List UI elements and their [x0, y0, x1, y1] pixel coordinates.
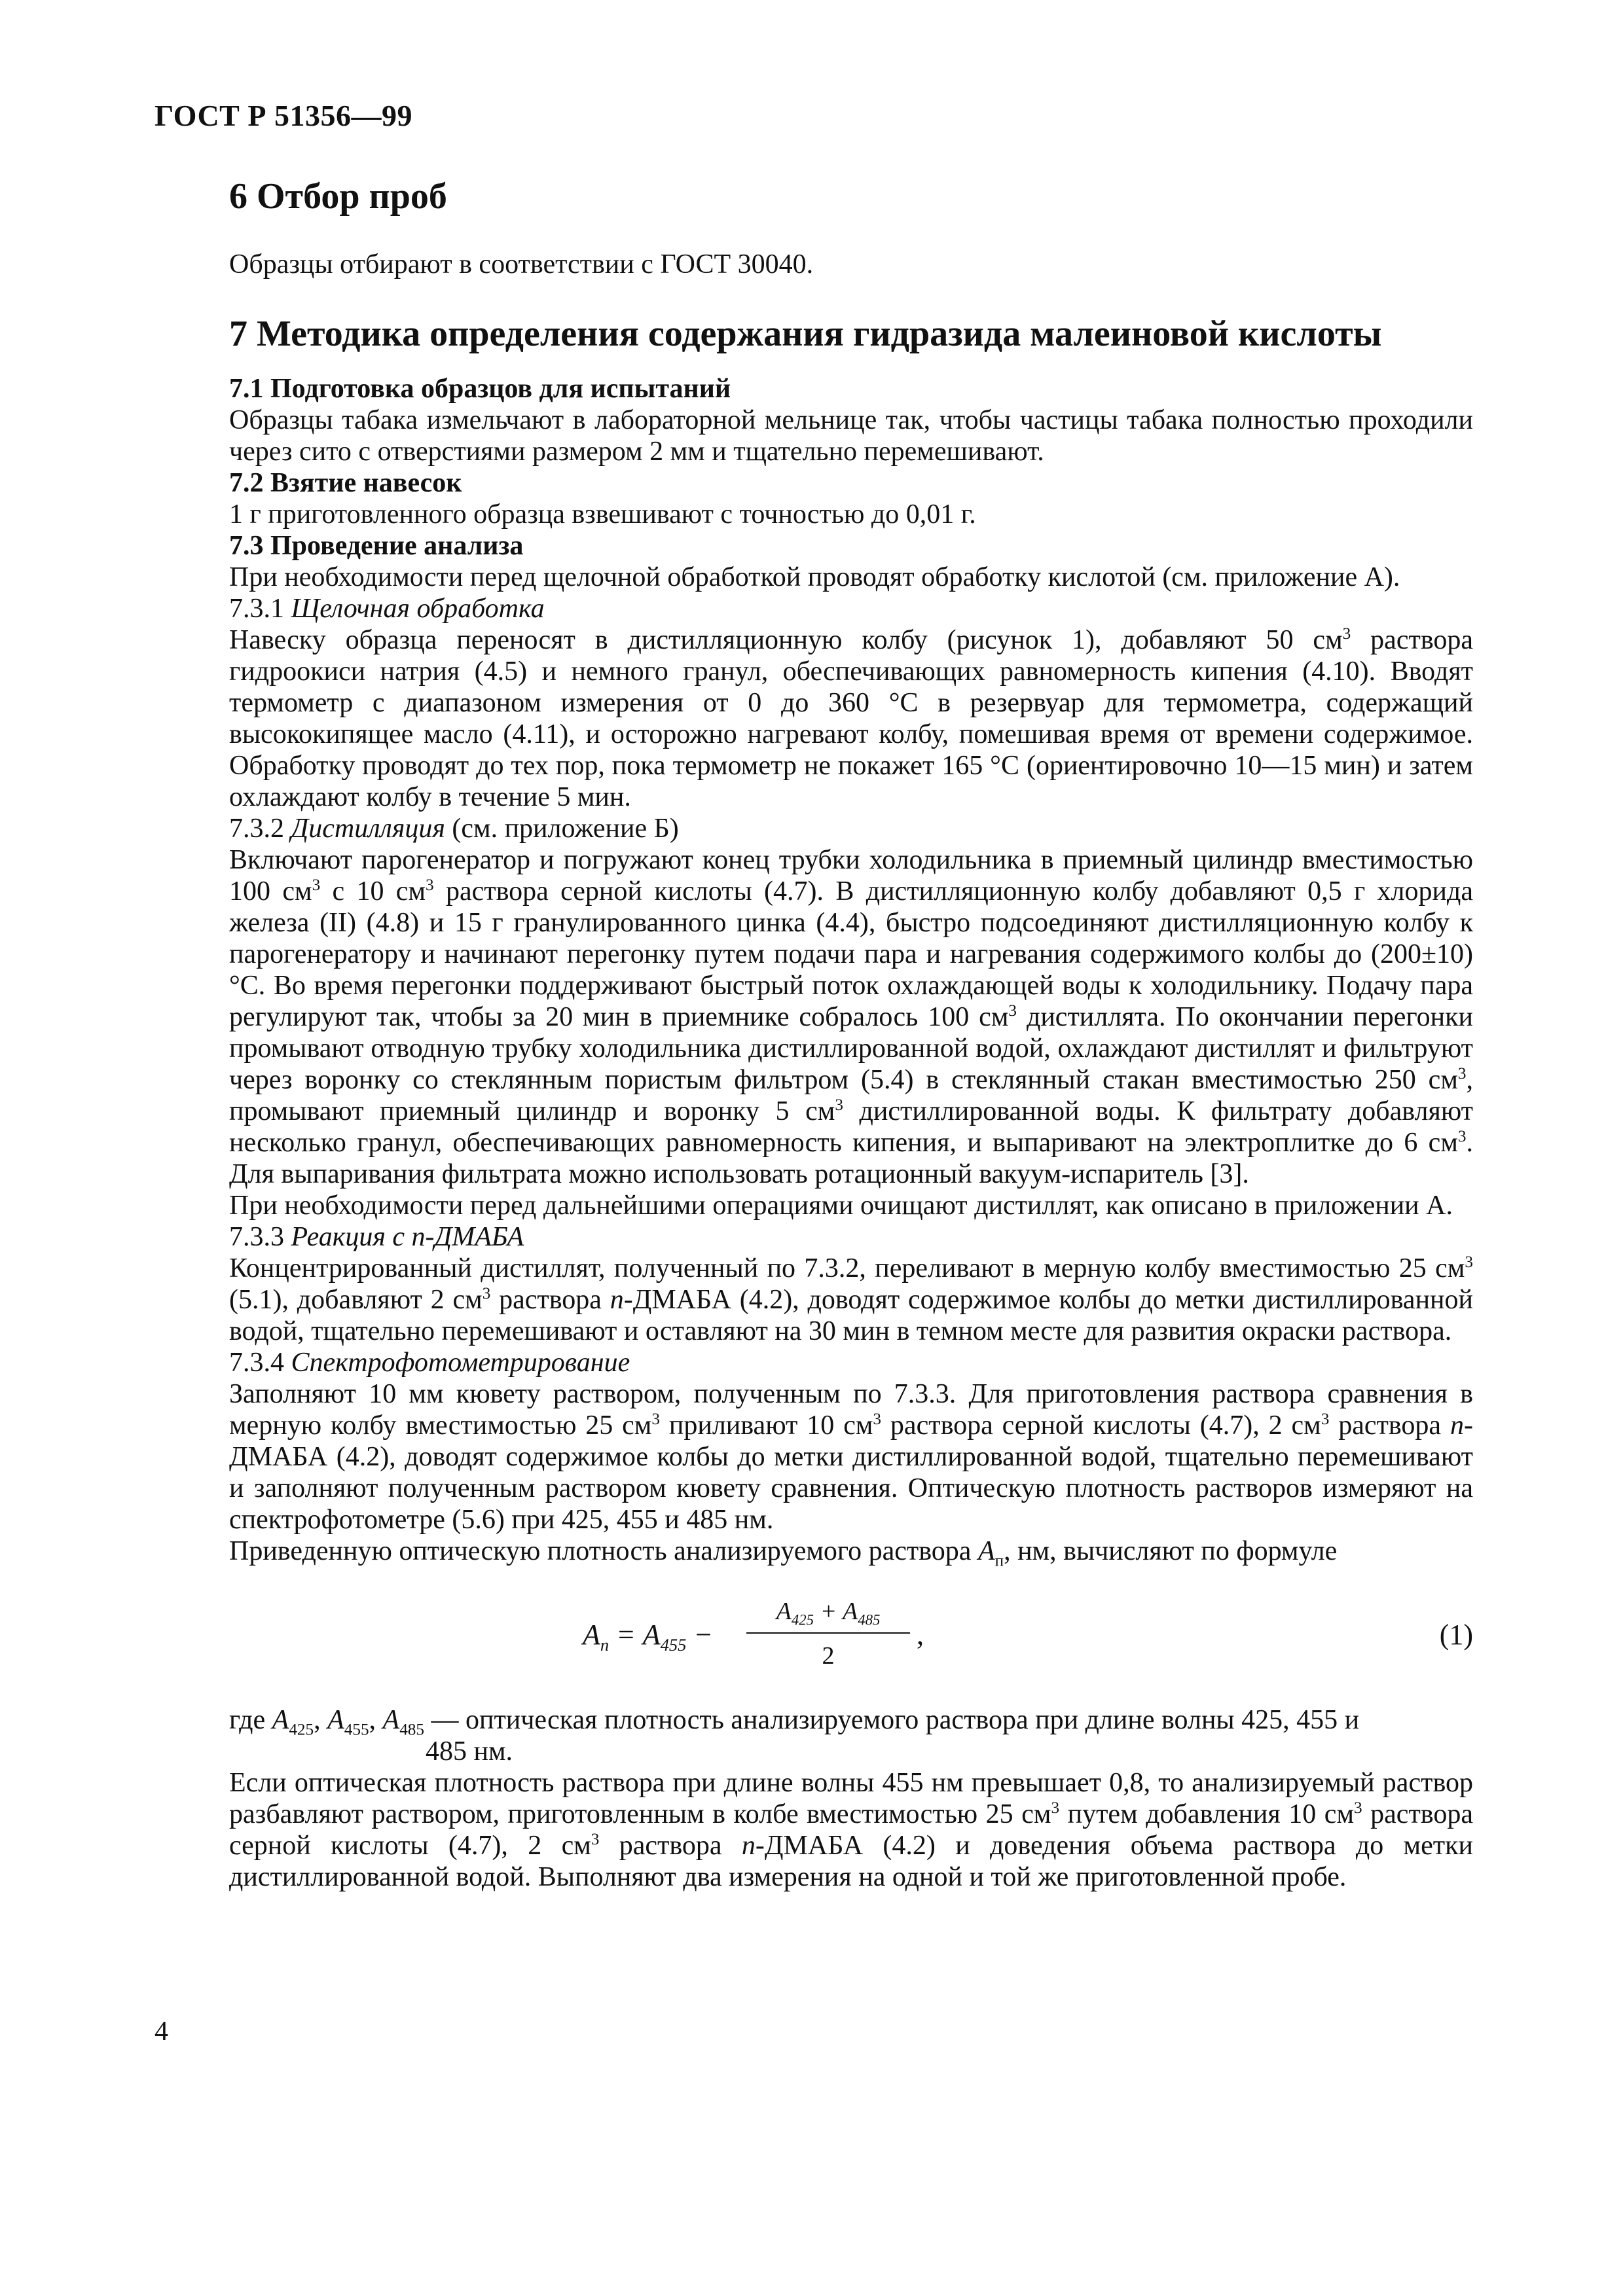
- text-run: , промывают приемный цилиндр и воронку 5 см: [229, 1065, 1473, 1126]
- subsection-7-3-4-text: [229, 1378, 1473, 1535]
- superscript: 3: [1465, 1253, 1473, 1271]
- section-6-title: 6 Отбор проб: [229, 176, 447, 217]
- formula-1: [229, 1587, 1473, 1685]
- symbol-A: A: [382, 1705, 400, 1735]
- subsection-7-3-text: При необходимости перед щелочной обработкой проводят обработку кислотой (см. приложение А).: [229, 562, 1400, 592]
- symbol-A: A: [583, 1619, 600, 1651]
- text-run: раствора серной кислоты (4.7), 2 см: [229, 1799, 1473, 1861]
- superscript: 3: [835, 1096, 843, 1114]
- text-run: с 10 см: [320, 876, 426, 906]
- text-run: раствора гидроокиси натрия (4.5) и немного гранул, обеспечивающих равномерность кипения (4.10). Вводят термометр с диапазоном измерения от 0 до 360 °С в резервуар для термометра, содержащий высококипящее масло (4.11), и осторожно нагревают колбу, помешивая время от времени содержимое. Обработку проводят до тех пор, пока термометр не покажет 165 °С (ориентировочно 10—15 мин) и затем охлаждают колбу в течение 5 мин.: [229, 625, 1473, 812]
- text-run: n: [741, 1831, 756, 1861]
- subsection-title: Дистилляция: [291, 814, 445, 844]
- text-run: раствора серной кислоты (4.7). В дистилляционную колбу добавляют 0,5 г хлорида железа (II) (4.8) и 15 г гранулированного цинка (4.4), быстро подсоединяют дистилляционную колбу к парогенератору и начинают перегонку путем подачи пара и нагревания содержимого колбы до (200±10) °С. Во время перегонки поддерживают быстрый поток охлаждающей воды к холодильнику. Подачу пара регулируют так, чтобы за 20 мин в приемнике собралось 100 см: [229, 876, 1473, 1032]
- text-run: Приведенную оптическую плотность анализируемого раствора: [229, 1536, 978, 1566]
- text-run: , нм, вычисляют по формуле: [1004, 1536, 1338, 1566]
- text-run: путем добавления 10 см: [1059, 1799, 1355, 1829]
- text-run: где: [229, 1705, 272, 1735]
- subsection-7-3-2-note: При необходимости перед дальнейшими операциями очищают дистиллят, как описано в приложении А.: [229, 1191, 1453, 1221]
- text-run: Навеску образца переносят в дистилляционную колбу (рисунок 1), добавляют 50 см: [229, 625, 1343, 655]
- text-run: дистиллята. По окончании перегонки промывают отводную трубку холодильника дистиллированной водой, охлаждают дистиллят и фильтруют через воронку со стеклянным пористым фильтром (5.4) в стеклянный стакан вместимостью 250 см: [229, 1002, 1473, 1095]
- subsection-title: Спектрофотометрирование: [291, 1348, 630, 1378]
- text-run: . Для выпаривания фильтрата можно использовать ротационный вакуум-испаритель [3].: [229, 1128, 1473, 1189]
- text-run: Если оптическая плотность раствора при длине волны 455 нм превышает 0,8, то анализируемый раствор разбавляют раствором, приготовленным в колбе вместимостью 25 см: [229, 1768, 1473, 1829]
- subsection-7-3-1-heading: [229, 593, 1473, 624]
- formula-lhs: [583, 1619, 713, 1655]
- subsection-7-1-title: 7.1 Подготовка образцов для испытаний: [229, 374, 731, 404]
- text-run: n: [610, 1285, 624, 1315]
- subscript: п: [600, 1634, 610, 1655]
- document-header: ГОСТ Р 51356—99: [155, 99, 412, 132]
- section-7-title: 7 Методика определения содержания гидразида малеиновой кислоты: [229, 314, 1382, 354]
- subscript: 455: [660, 1634, 687, 1655]
- calculation-intro: [229, 1535, 1473, 1570]
- superscript: 3: [651, 1410, 660, 1428]
- symbol-A: A: [977, 1536, 995, 1566]
- text-run: -ДМАБА (4.2) и доведения объема раствора до метки дистиллированной водой. Выполняют два измерения на одной и той же приготовленной пробе.: [229, 1831, 1473, 1892]
- text-run: (5.1), добавляют 2 см: [229, 1285, 483, 1315]
- subsection-number: 7.3.2: [229, 814, 284, 844]
- text-run: -ДМАБА (4.2), доводят содержимое колбы до метки дистиллированной водой, тщательно перемешивают и оставляют на 30 мин в темном месте для развития окраски раствора.: [229, 1285, 1473, 1346]
- subsection-7-3-1-text: [229, 624, 1473, 813]
- text-run: Концентрированный дистиллят, полученный по 7.3.2, переливают в мерную колбу вместимостью 25 см: [229, 1253, 1465, 1283]
- superscript: 3: [873, 1410, 882, 1428]
- equals-sign: =: [609, 1619, 643, 1651]
- subscript: 425: [289, 1721, 314, 1739]
- subsection-title: Реакция с n-ДМАБА: [291, 1222, 524, 1252]
- symbol-A: A: [842, 1598, 858, 1625]
- subsection-ref: (см. приложение Б): [445, 814, 679, 844]
- subsection-7-3-3-heading: [229, 1221, 1473, 1253]
- formula-number: (1): [1439, 1619, 1473, 1651]
- text-run: дистиллированной воды. К фильтрату добавляют несколько гранул, обеспечивающих равномерность кипения, и выпаривают на электроплитке до 6 см: [229, 1096, 1473, 1158]
- final-paragraph: [229, 1767, 1473, 1893]
- subsection-7-3-3-text: [229, 1253, 1473, 1347]
- superscript: 3: [1457, 1128, 1467, 1145]
- symbol-A: A: [776, 1598, 792, 1625]
- subsection-7-1-text: Образцы табака измельчают в лабораторной мельнице так, чтобы частицы табака полностью проходили через сито с отверстиями размером 2 мм и тщательно перемешивают.: [229, 405, 1473, 467]
- text-run: приливают 10 см: [659, 1410, 873, 1441]
- subscript: 425: [791, 1611, 814, 1628]
- superscript: 3: [1008, 1002, 1017, 1020]
- text-run: Заполняют 10 мм кювету раствором, полученным по 7.3.3. Для приготовления раствора сравнения в мерную колбу вместимостью 25 см: [229, 1379, 1473, 1441]
- subsection-7-2-text: 1 г приготовленного образца взвешивают с точностью до 0,01 г.: [229, 499, 976, 529]
- symbol-A: A: [327, 1705, 344, 1735]
- subscript: п: [994, 1552, 1004, 1570]
- subscript: 485: [858, 1611, 881, 1628]
- formula-denominator: 2: [822, 1642, 835, 1670]
- text-run: -ДМАБА (4.2), доводят содержимое колбы до метки дистиллированной водой, тщательно перемешивают и заполняют полученным раствором кювету сравнения. Оптическую плотность растворов измеряют на спектрофотометре (5.6) при 425, 455 и 485 нм.: [229, 1410, 1473, 1535]
- formula-comma: ,: [917, 1619, 924, 1651]
- plus-sign: +: [814, 1598, 843, 1625]
- text-run: Включают парогенератор и погружают конец трубки холодильника в приемный цилиндр вместимостью 100 см: [229, 845, 1473, 906]
- subsection-number: 7.3.4: [229, 1348, 284, 1378]
- subsection-7-3-2-text: [229, 844, 1473, 1190]
- superscript: 3: [312, 876, 321, 894]
- formula-legend: [229, 1704, 1473, 1739]
- superscript: 3: [426, 876, 434, 894]
- subsection-7-3-4-heading: [229, 1347, 1473, 1378]
- superscript: 3: [1354, 1799, 1362, 1817]
- separator: ,: [314, 1705, 328, 1735]
- text-run: — оптическая плотность анализируемого раствора при длине волны 425, 455 и: [424, 1705, 1360, 1735]
- superscript: 3: [1457, 1065, 1467, 1083]
- superscript: 3: [1051, 1799, 1060, 1817]
- subsection-7-2-title: 7.2 Взятие навесок: [229, 468, 462, 498]
- subsection-7-3-title: 7.3 Проведение анализа: [229, 531, 524, 561]
- symbol-A: A: [642, 1619, 661, 1651]
- fraction-bar: [746, 1632, 910, 1634]
- text-run: раствора: [490, 1285, 610, 1315]
- subscript: 485: [399, 1721, 424, 1739]
- text-run: раствора: [1329, 1410, 1450, 1441]
- separator: ,: [369, 1705, 383, 1735]
- superscript: 3: [591, 1831, 600, 1848]
- text-run: n: [1450, 1410, 1464, 1441]
- superscript: 3: [1342, 625, 1351, 643]
- section-6-text: Образцы отбирают в соответствии с ГОСТ 30040.: [229, 249, 814, 279]
- subsection-number: 7.3.3: [229, 1222, 284, 1252]
- text-run: раствора: [599, 1831, 742, 1861]
- superscript: 3: [1321, 1410, 1330, 1428]
- symbol-A: A: [272, 1705, 289, 1735]
- superscript: 3: [482, 1285, 491, 1302]
- formula-legend-continuation: 485 нм.: [426, 1736, 513, 1767]
- formula-numerator: [746, 1596, 910, 1627]
- subscript: 455: [344, 1721, 369, 1739]
- subsection-title: Щелочная обработка: [291, 594, 545, 624]
- subsection-7-3-2-heading: [229, 813, 1473, 844]
- minus-sign: −: [686, 1619, 713, 1651]
- page-number: 4: [155, 2017, 168, 2047]
- subsection-number: 7.3.1: [229, 594, 284, 624]
- text-run: раствора серной кислоты (4.7), 2 см: [881, 1410, 1321, 1441]
- document-body: [229, 175, 1473, 1893]
